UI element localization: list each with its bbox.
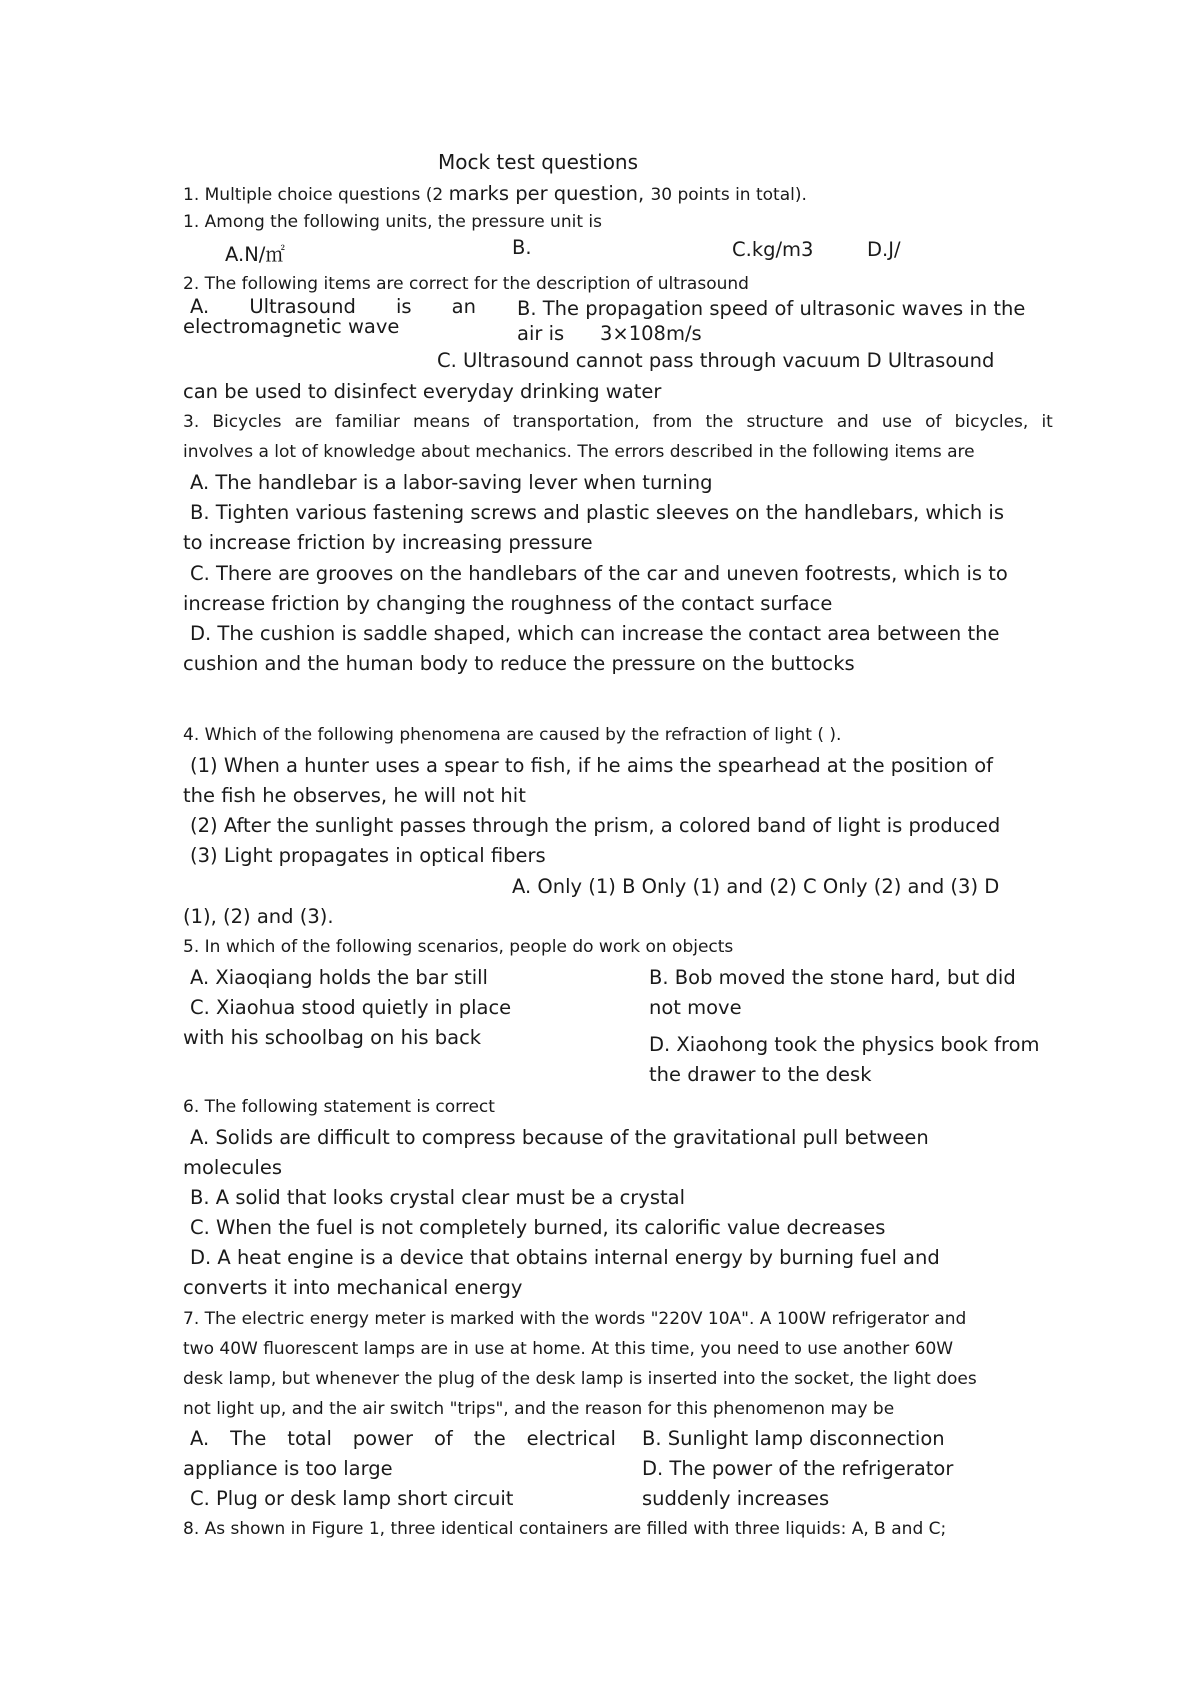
question-4-options: A. Only (1) B Only (1) and (2) C Only (2) and (3) D: [512, 875, 1000, 898]
question-3-option-d-cont: cushion and the human body to reduce the pressure on the buttocks: [183, 652, 855, 675]
question-7-option-d: D. The power of the refrigerator: [642, 1457, 954, 1480]
question-7-option-c: C. Plug or desk lamp short circuit: [190, 1487, 514, 1510]
question-2-stem: 2. The following items are correct for the description of ultrasound: [183, 274, 749, 294]
question-2-option-d-cont: can be used to disinfect everyday drinking water: [183, 380, 662, 403]
question-3-stem-word: means: [412, 412, 471, 432]
question-3-option-b: B. Tighten various fastening screws and plastic sleeves on the handlebars, which is: [190, 501, 1004, 524]
question-3-stem-word: structure: [746, 412, 824, 432]
question-2-option-b-cont-2: 3×108m/s: [600, 322, 702, 345]
question-6-option-d-cont: converts it into mechanical energy: [183, 1276, 523, 1299]
question-7-option-b: B. Sunlight lamp disconnection: [642, 1427, 945, 1450]
question-2-option-b: B. The propagation speed of ultrasonic waves in the: [517, 297, 1026, 320]
question-3-option-a: A. The handlebar is a labor-saving lever when turning: [190, 471, 713, 494]
question-3-option-c: C. There are grooves on the handlebars of the car and uneven footrests, which is to: [190, 562, 1008, 585]
question-2-option-b-cont-1: air is: [517, 322, 565, 345]
question-3-stem-word: bicycles,: [954, 412, 1029, 432]
question-2-option-a-cont: electromagnetic wave: [183, 315, 400, 338]
question-7-stem-line-4: not light up, and the air switch "trips", and the reason for this phenomenon may be: [183, 1399, 895, 1419]
question-7-stem-line-3: desk lamp, but whenever the plug of the desk lamp is inserted into the socket, the light does: [183, 1369, 977, 1389]
question-7-option-a: [190, 1428, 616, 1450]
question-7-option-a-word: total: [287, 1427, 332, 1450]
question-1-option-a: A.N/㎡: [225, 243, 285, 266]
question-5-option-c: C. Xiaohua stood quietly in place: [190, 996, 512, 1019]
section-heading: [183, 183, 807, 206]
question-8-stem: 8. As shown in Figure 1, three identical containers are filled with three liquids: A, B and C;: [183, 1519, 947, 1539]
question-7-option-a-word: the: [473, 1427, 506, 1450]
question-4-item-1: (1) When a hunter uses a spear to fish, if he aims the spearhead at the position of: [190, 754, 994, 777]
question-3-stem-word: 3.: [183, 412, 200, 432]
question-1-option-d: D.J/: [867, 238, 901, 261]
question-5-option-b: B. Bob moved the stone hard, but did: [649, 966, 1016, 989]
question-3-stem-word: the: [705, 412, 734, 432]
question-7-option-d-cont: suddenly increases: [642, 1487, 830, 1510]
question-4-options-cont: (1), (2) and (3).: [183, 905, 334, 928]
section-heading-part3: 30 points in total).: [650, 185, 807, 205]
question-3-stem-cont: involves a lot of knowledge about mechanics. The errors described in the following items are: [183, 442, 975, 462]
question-3-stem: [183, 413, 1053, 433]
question-4-item-2: (2) After the sunlight passes through the prism, a colored band of light is produced: [190, 814, 1001, 837]
question-4-stem: 4. Which of the following phenomena are caused by the refraction of light ( ).: [183, 725, 842, 745]
question-7-option-a-cont: appliance is too large: [183, 1457, 393, 1480]
question-3-stem-word: from: [652, 412, 693, 432]
question-1-option-c: C.kg/m3: [732, 238, 814, 261]
question-4-item-3: (3) Light propagates in optical fibers: [190, 844, 546, 867]
question-3-option-b-cont: to increase friction by increasing pressure: [183, 531, 593, 554]
question-6-stem: 6. The following statement is correct: [183, 1097, 495, 1117]
question-3-option-d: D. The cushion is saddle shaped, which can increase the contact area between the: [190, 622, 1000, 645]
question-7-option-a-word: The: [230, 1427, 267, 1450]
section-heading-part1: 1. Multiple choice questions (2: [183, 185, 449, 205]
question-6-option-c: C. When the fuel is not completely burned, its calorific value decreases: [190, 1216, 886, 1239]
question-3-stem-word: and: [836, 412, 869, 432]
question-6-option-a-cont: molecules: [183, 1156, 282, 1179]
question-3-stem-word: use: [881, 412, 912, 432]
question-5-option-d: D. Xiaohong took the physics book from: [649, 1033, 1040, 1056]
question-1-option-b: B.: [512, 236, 532, 259]
question-7-stem-line-1: 7. The electric energy meter is marked with the words "220V 10A". A 100W refrigerator and: [183, 1309, 967, 1329]
question-5-stem: 5. In which of the following scenarios, people do work on objects: [183, 937, 734, 957]
question-7-option-a-word: A.: [190, 1427, 210, 1450]
question-4-item-1-cont: the fish he observes, he will not hit: [183, 784, 526, 807]
question-7-option-a-word: power: [352, 1427, 414, 1450]
question-2-option-a-word: Ultrasound: [249, 295, 356, 318]
question-7-stem-line-2: two 40W fluorescent lamps are in use at home. At this time, you need to use another 60W: [183, 1339, 954, 1359]
question-5-option-b-cont: not move: [649, 996, 742, 1019]
question-3-stem-word: Bicycles: [212, 412, 282, 432]
question-3-stem-word: are: [294, 412, 323, 432]
question-5-option-a: A. Xiaoqiang holds the bar still: [190, 966, 488, 989]
question-5-option-c-cont: with his schoolbag on his back: [183, 1026, 482, 1049]
question-5-option-d-cont: the drawer to the desk: [649, 1063, 872, 1086]
question-6-option-b: B. A solid that looks crystal clear must be a crystal: [190, 1186, 686, 1209]
question-3-stem-word: it: [1041, 412, 1053, 432]
question-2-option-a-word: an: [451, 295, 476, 318]
question-2-option-c-d: C. Ultrasound cannot pass through vacuum D Ultrasound: [437, 349, 995, 372]
question-6-option-d: D. A heat engine is a device that obtains internal energy by burning fuel and: [190, 1246, 940, 1269]
section-heading-part2: marks per question,: [448, 182, 651, 205]
question-6-option-a: A. Solids are difficult to compress because of the gravitational pull between: [190, 1126, 929, 1149]
question-3-stem-word: of: [925, 412, 942, 432]
question-2-option-a-word: is: [395, 295, 412, 318]
question-7-option-a-word: of: [433, 1427, 453, 1450]
question-2-option-a-word: A.: [190, 295, 210, 318]
question-3-stem-word: transportation,: [512, 412, 640, 432]
page-title: Mock test questions: [438, 150, 639, 174]
question-3-stem-word: of: [483, 412, 500, 432]
question-3-stem-word: familiar: [335, 412, 400, 432]
question-1-stem: 1. Among the following units, the pressure unit is: [183, 212, 602, 232]
question-3-option-c-cont: increase friction by changing the roughness of the contact surface: [183, 592, 833, 615]
question-7-option-a-word: electrical: [526, 1427, 616, 1450]
